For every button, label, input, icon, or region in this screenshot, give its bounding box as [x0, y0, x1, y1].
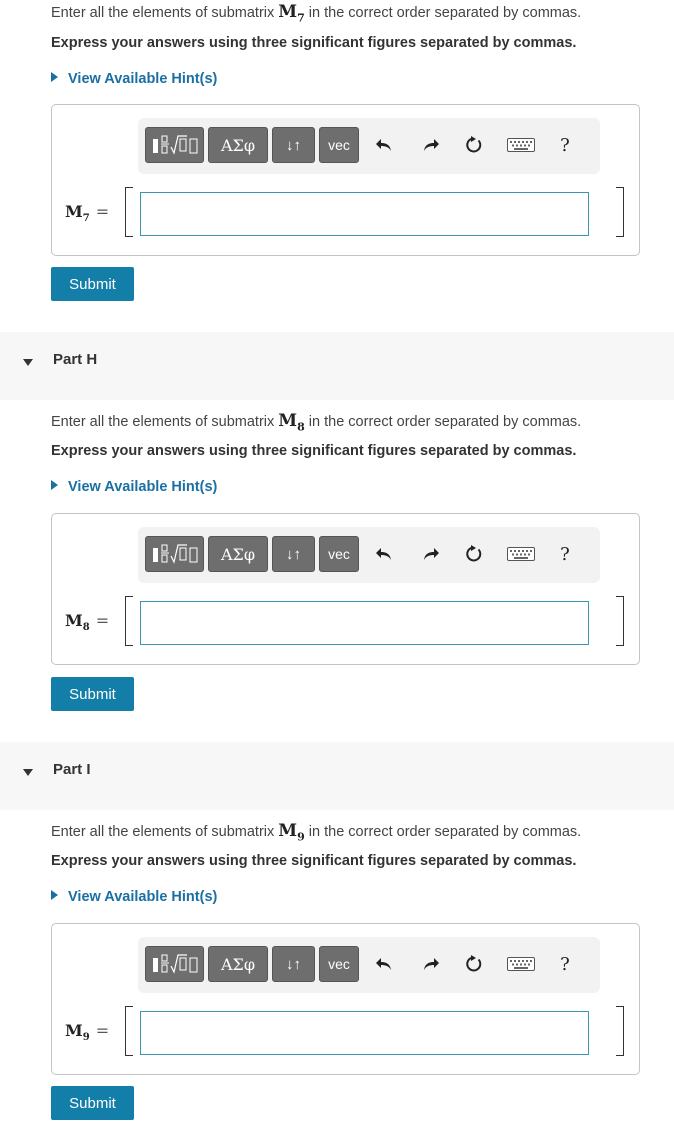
- part-i-header[interactable]: [0, 742, 674, 810]
- instruction-text: Enter all the elements of submatrix $M_9$ in the correct order separated by commas.: [51, 821, 582, 844]
- fraction-sqrt-icon: [150, 542, 200, 566]
- answer-box: [51, 513, 640, 665]
- left-bracket: [125, 596, 133, 646]
- reset-icon[interactable]: [461, 132, 487, 158]
- instruction-text: Enter all the elements of submatrix $M_7$ in the correct order separated by commas.: [51, 2, 582, 25]
- express-instruction: Express your answers using three significant figures separated by commas.: [51, 443, 577, 459]
- collapse-caret-icon: [23, 769, 33, 776]
- view-hints-link[interactable]: View Available Hint(s): [51, 889, 217, 905]
- redo-icon[interactable]: [418, 951, 444, 977]
- keyboard-icon[interactable]: [504, 951, 538, 977]
- view-hints-link[interactable]: View Available Hint(s): [51, 71, 217, 87]
- help-button[interactable]: ?: [560, 953, 570, 975]
- math-toolbar: [138, 527, 600, 583]
- reset-icon[interactable]: [461, 541, 487, 567]
- greek-button[interactable]: ΑΣφ: [208, 127, 268, 163]
- expand-triangle-icon: [51, 890, 58, 900]
- express-instruction: Express your answers using three significant figures separated by commas.: [51, 853, 577, 869]
- right-bracket: [616, 1006, 624, 1056]
- express-instruction: Express your answers using three significant figures separated by commas.: [51, 35, 577, 51]
- answer-box: [51, 923, 640, 1075]
- help-button[interactable]: ?: [560, 543, 570, 565]
- redo-icon[interactable]: [418, 541, 444, 567]
- undo-icon[interactable]: [371, 541, 397, 567]
- help-button[interactable]: ?: [560, 134, 570, 156]
- fraction-sqrt-icon: [150, 952, 200, 976]
- answer-input[interactable]: [140, 192, 589, 236]
- undo-icon[interactable]: [371, 132, 397, 158]
- undo-icon[interactable]: [371, 951, 397, 977]
- templates-button[interactable]: [145, 127, 204, 163]
- right-bracket: [616, 596, 624, 646]
- fraction-sqrt-icon: [150, 133, 200, 157]
- keyboard-icon[interactable]: [504, 132, 538, 158]
- answer-box: [51, 104, 640, 256]
- subscript-superscript-button[interactable]: ↓↑: [272, 127, 315, 163]
- reset-icon[interactable]: [461, 951, 487, 977]
- part-title: Part I: [53, 761, 91, 778]
- math-toolbar: [138, 118, 600, 174]
- redo-icon[interactable]: [418, 132, 444, 158]
- subscript-superscript-button[interactable]: ↓↑: [272, 536, 315, 572]
- math-toolbar: [138, 937, 600, 993]
- submit-button[interactable]: Submit: [51, 267, 134, 301]
- greek-button[interactable]: ΑΣφ: [208, 946, 268, 982]
- view-hints-link[interactable]: View Available Hint(s): [51, 479, 217, 495]
- vector-button[interactable]: vec: [319, 536, 359, 572]
- expand-triangle-icon: [51, 480, 58, 490]
- collapse-caret-icon: [23, 359, 33, 366]
- subscript-superscript-button[interactable]: ↓↑: [272, 946, 315, 982]
- left-bracket: [125, 1006, 133, 1056]
- templates-button[interactable]: [145, 536, 204, 572]
- vector-button[interactable]: vec: [319, 127, 359, 163]
- expand-triangle-icon: [51, 72, 58, 82]
- right-bracket: [616, 187, 624, 237]
- submit-button[interactable]: Submit: [51, 1086, 134, 1120]
- part-h-header[interactable]: [0, 332, 674, 400]
- submit-button[interactable]: Submit: [51, 677, 134, 711]
- matrix-label: $M_8$ =: [65, 611, 110, 634]
- greek-button[interactable]: ΑΣφ: [208, 536, 268, 572]
- instruction-text: Enter all the elements of submatrix $M_8$ in the correct order separated by commas.: [51, 411, 582, 434]
- left-bracket: [125, 187, 133, 237]
- templates-button[interactable]: [145, 946, 204, 982]
- answer-input[interactable]: [140, 601, 589, 645]
- matrix-label: $M_9$ =: [65, 1021, 110, 1044]
- vector-button[interactable]: vec: [319, 946, 359, 982]
- part-title: Part H: [53, 351, 98, 368]
- keyboard-icon[interactable]: [504, 541, 538, 567]
- matrix-label: $M_7$ =: [65, 202, 110, 225]
- answer-input[interactable]: [140, 1011, 589, 1055]
